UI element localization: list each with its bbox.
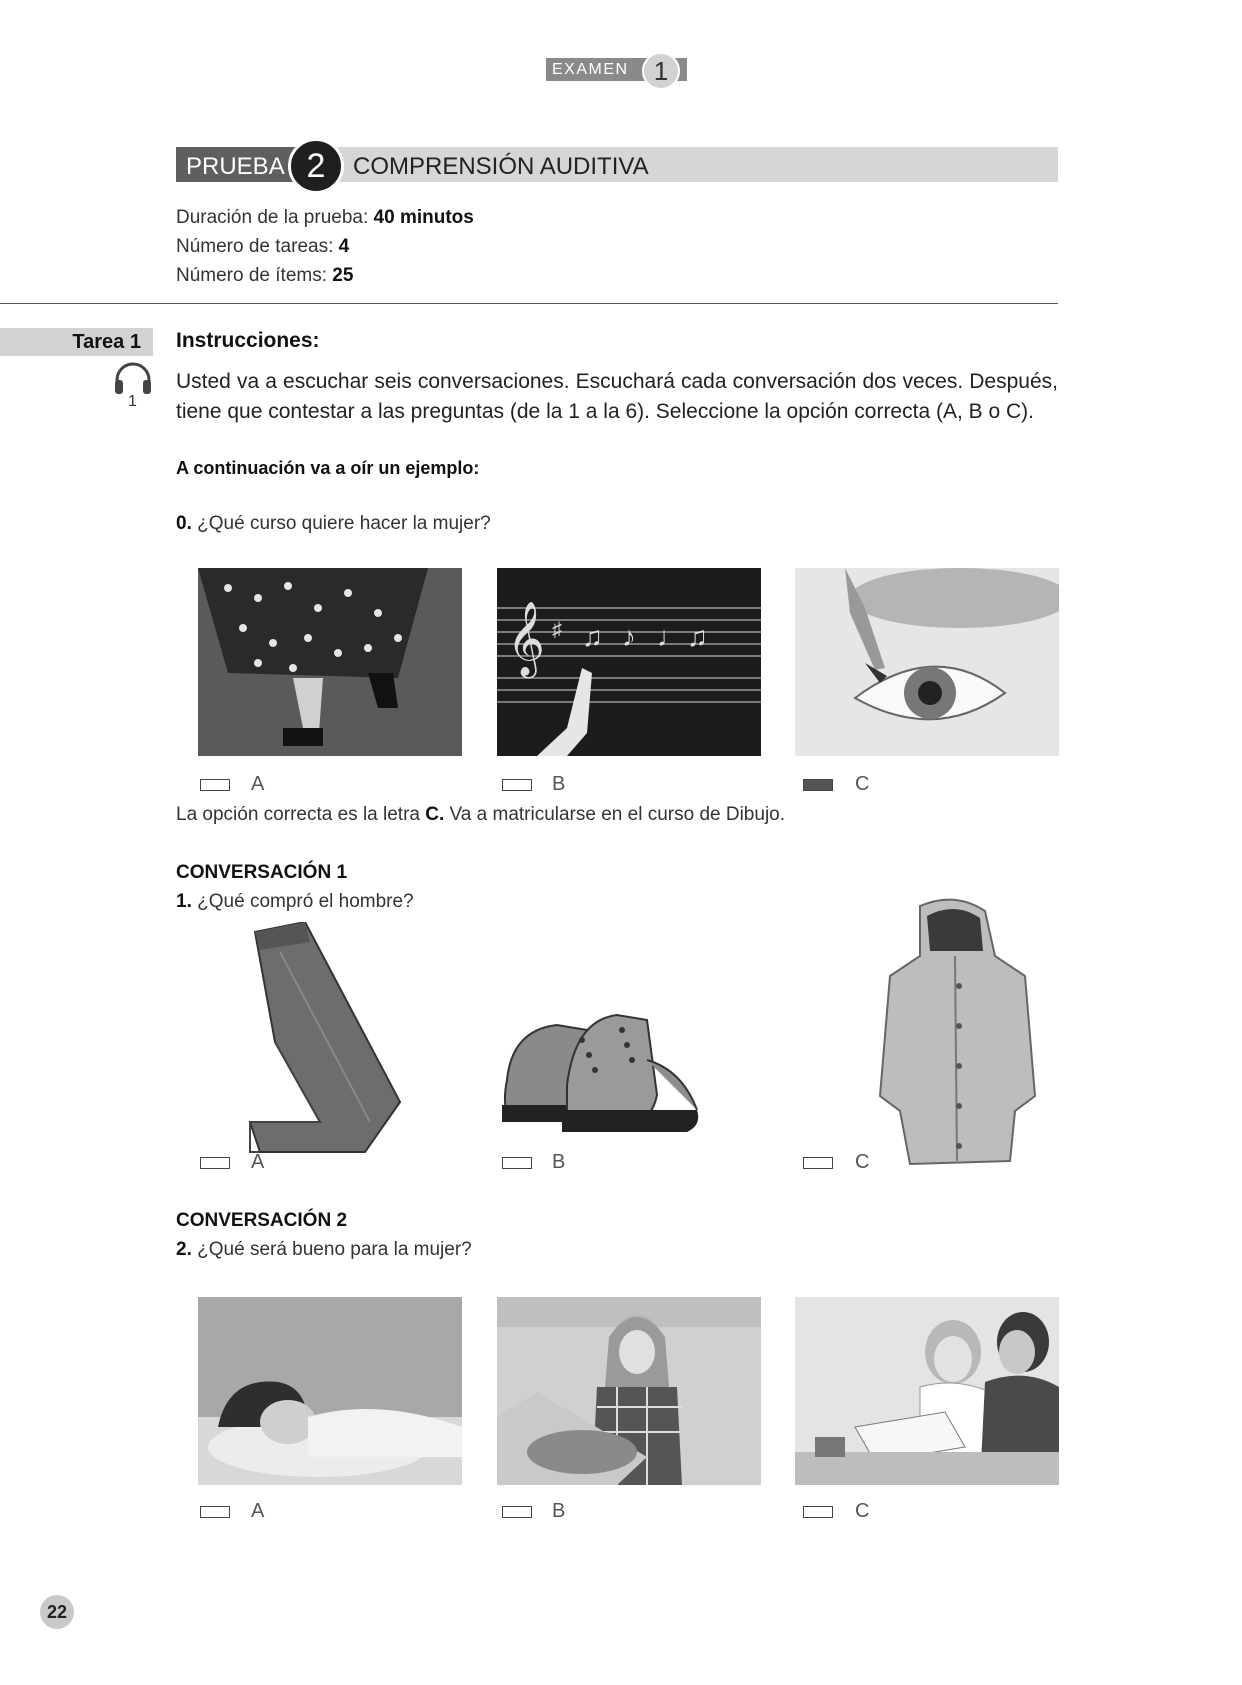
- question-text: ¿Qué curso quiere hacer la mujer?: [197, 513, 491, 534]
- exam-label: EXAMEN: [552, 61, 629, 78]
- conv1-option-b-checkbox[interactable]: [502, 1157, 532, 1169]
- example-option-a-label: A: [251, 773, 265, 795]
- exam-number: 1: [642, 52, 680, 90]
- conv1-option-c-image: [865, 896, 1045, 1171]
- prueba-number: 2: [288, 138, 344, 194]
- divider: [0, 303, 1058, 304]
- meta-label: Duración de la prueba:: [176, 207, 369, 228]
- question-number: 1.: [176, 891, 192, 912]
- example-option-a-checkbox[interactable]: [200, 779, 230, 791]
- meta-value: 4: [338, 236, 350, 257]
- question-number: 0.: [176, 513, 192, 534]
- svg-text:♩: ♩: [657, 621, 685, 652]
- conv2-option-a-image: [198, 1297, 462, 1485]
- audio-track-number: 1: [128, 393, 137, 410]
- conv2-option-c-checkbox[interactable]: [803, 1506, 833, 1518]
- conv2-option-b-image: [497, 1297, 761, 1485]
- question-text: ¿Qué compró el hombre?: [197, 891, 414, 912]
- conv2-option-c-image: [795, 1297, 1059, 1485]
- conv2-option-a-checkbox[interactable]: [200, 1506, 230, 1518]
- svg-text:♯: ♯: [552, 619, 562, 641]
- example-option-b-label: B: [552, 773, 566, 795]
- conv2-option-c-label: C: [855, 1500, 870, 1522]
- example-question: [176, 513, 491, 535]
- question-text: ¿Qué será bueno para la mujer?: [197, 1239, 472, 1260]
- svg-text:𝄞: 𝄞: [507, 602, 545, 676]
- tarea-label: Tarea 1: [72, 331, 141, 353]
- meta-label: Número de ítems:: [176, 265, 327, 286]
- meta-label: Número de tareas:: [176, 236, 334, 257]
- meta-items: [176, 265, 353, 287]
- instructions-body: Usted va a escuchar seis conversaciones. Escuchará cada conversación dos veces. Después, tiene que contestar a las preguntas (de la 1 a la 6). Seleccione la opción correcta (A, B o C).: [176, 370, 1058, 423]
- meta-value: 25: [332, 265, 354, 286]
- question-1: [176, 891, 414, 913]
- prueba-title: COMPRENSIÓN AUDITIVA: [353, 153, 649, 180]
- answer-prefix: La opción correcta es la letra: [176, 804, 420, 825]
- question-2: [176, 1239, 472, 1261]
- example-option-b-image: [497, 568, 761, 756]
- svg-text:♪: ♪: [622, 621, 636, 652]
- example-option-b-checkbox[interactable]: [502, 779, 532, 791]
- exam-badge: [546, 56, 687, 86]
- conv2-option-b-label: B: [552, 1500, 566, 1522]
- conv1-option-a-label: A: [251, 1151, 265, 1173]
- conv1-option-c-label: C: [855, 1151, 870, 1173]
- conv2-option-a-label: A: [251, 1500, 265, 1522]
- answer-suffix: Va a matricularse en el curso de Dibujo.: [449, 804, 786, 825]
- example-answer: [176, 804, 785, 826]
- conversation-1-title: CONVERSACIÓN 1: [176, 862, 348, 883]
- conversation-2-title: CONVERSACIÓN 2: [176, 1210, 348, 1231]
- answer-letter: C.: [425, 804, 445, 825]
- conv1-option-c-checkbox[interactable]: [803, 1157, 833, 1169]
- meta-tasks: [176, 236, 349, 258]
- headphones-icon: [113, 362, 153, 396]
- meta-duration: [176, 207, 474, 229]
- meta-value: 40 minutos: [373, 207, 474, 228]
- conv1-option-b-image: [502, 1015, 698, 1132]
- conv1-option-b-label: B: [552, 1151, 566, 1173]
- conv2-option-b-checkbox[interactable]: [502, 1506, 532, 1518]
- tarea-label-bar: [0, 328, 153, 356]
- example-option-c-label: C: [855, 773, 870, 795]
- conv1-option-a-image: [200, 922, 440, 1162]
- example-option-a-image: [198, 568, 462, 756]
- page-number: 22: [40, 1595, 74, 1629]
- prueba-label: PRUEBA: [186, 153, 285, 180]
- svg-text:♫: ♫: [687, 621, 708, 652]
- conv1-option-a-checkbox[interactable]: [200, 1157, 230, 1169]
- example-option-c-checkbox[interactable]: [803, 779, 833, 791]
- instructions-heading: Instrucciones:: [176, 329, 320, 352]
- svg-text:♫: ♫: [582, 621, 603, 652]
- example-option-c-image: [795, 568, 1059, 756]
- prueba-banner: [176, 147, 1058, 185]
- question-number: 2.: [176, 1239, 192, 1260]
- example-intro: A continuación va a oír un ejemplo:: [176, 458, 480, 478]
